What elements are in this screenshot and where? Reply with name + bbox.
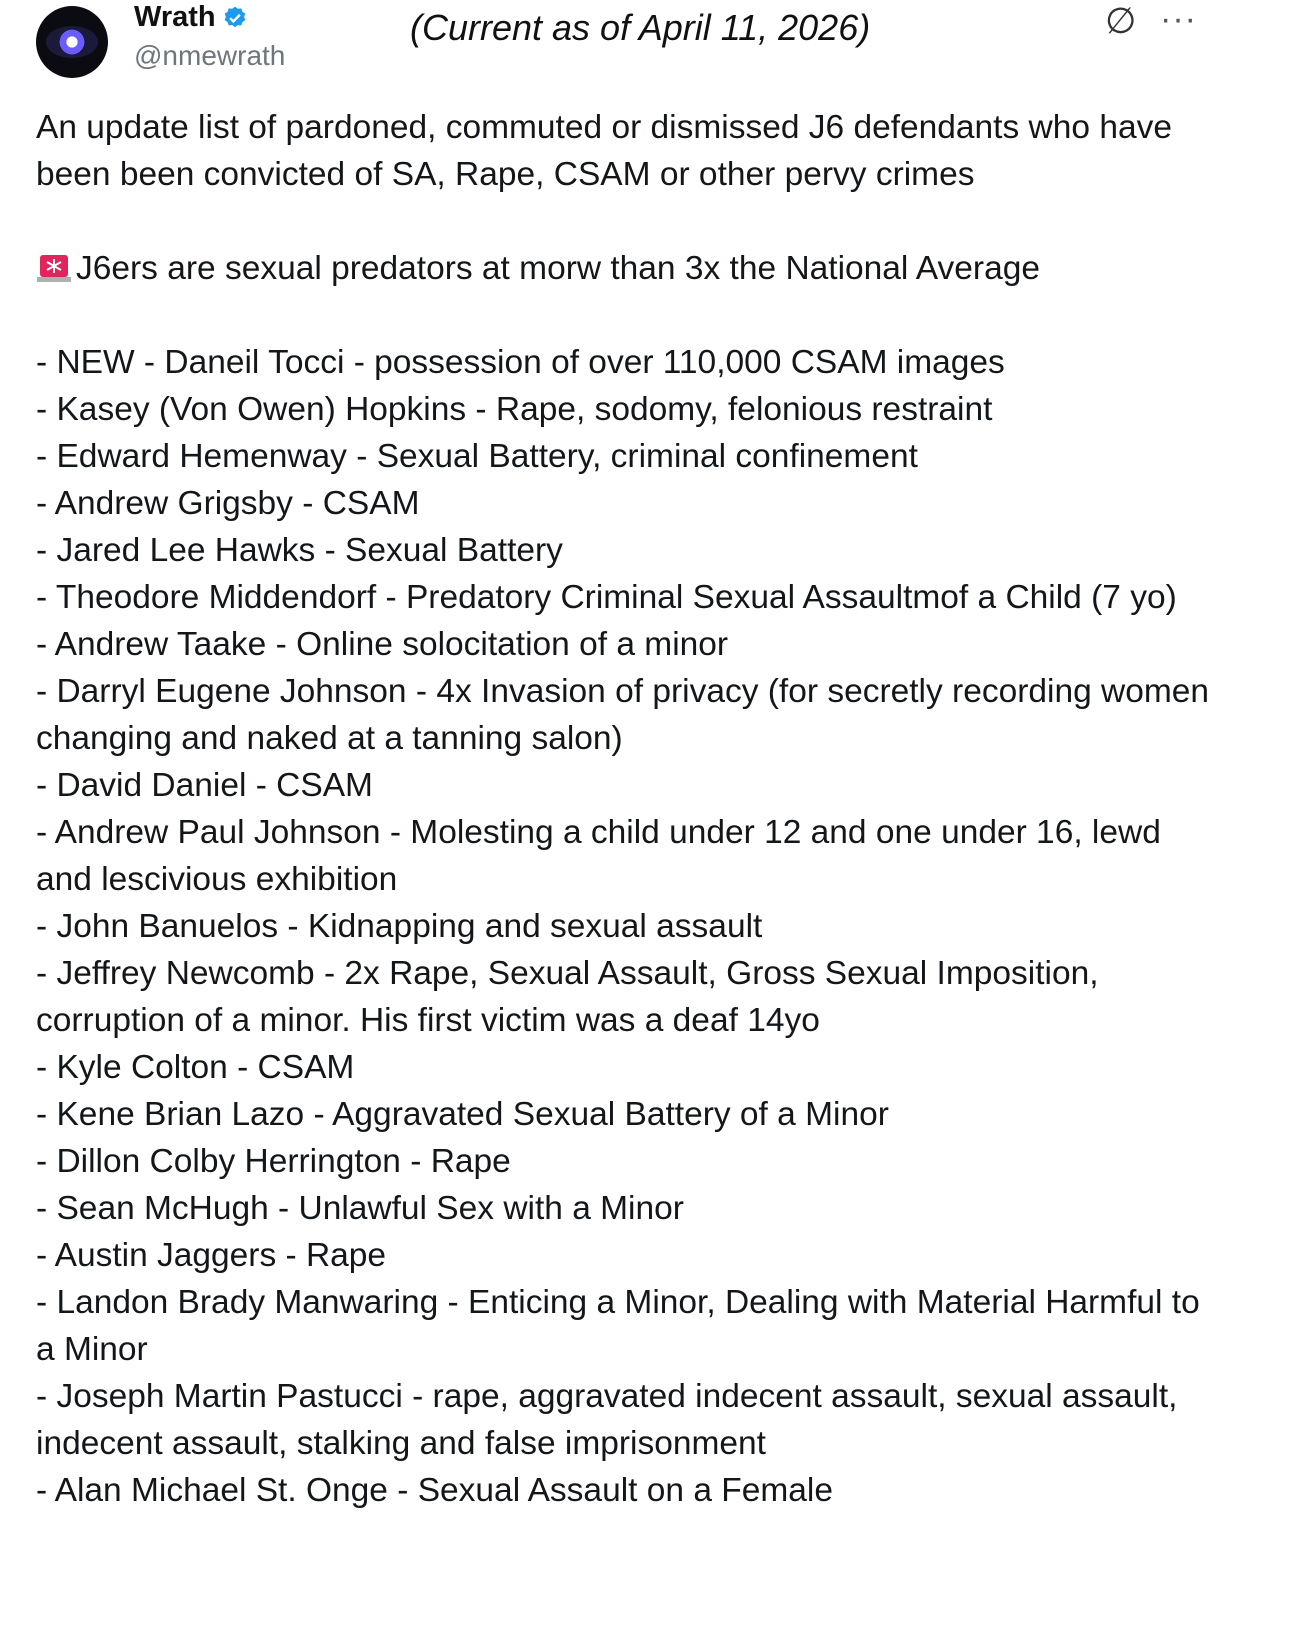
list-item: - Theodore Middendorf - Predatory Criminal Sexual Assaultmof a Child (7 yo)	[36, 579, 1177, 616]
author-name[interactable]	[134, 0, 248, 34]
list-item: - Jeffrey Newcomb - 2x Rape, Sexual Assault, Gross Sexual Imposition, corruption of a minor. His first victim was a deaf 14yo	[36, 955, 1099, 1039]
list-item: - Austin Jaggers - Rape	[36, 1237, 387, 1274]
no-entry-icon[interactable]: ∅	[1105, 0, 1137, 41]
list-item: - Andrew Grigsby - CSAM	[36, 485, 420, 522]
list-item: - Kyle Colton - CSAM	[36, 1049, 355, 1086]
timestamp-note: (Current as of April 11, 2026)	[410, 7, 871, 48]
eye-avatar-icon[interactable]	[36, 6, 108, 78]
list-item: - Kene Brian Lazo - Aggravated Sexual Battery of a Minor	[36, 1096, 889, 1133]
list-item: - Jared Lee Hawks - Sexual Battery	[36, 532, 563, 569]
list-item: - Landon Brady Manwaring - Enticing a Minor, Dealing with Material Harmful to a Minor	[36, 1284, 1200, 1368]
verified-badge-icon	[222, 5, 248, 31]
list-item: - Darryl Eugene Johnson - 4x Invasion of privacy (for secretly recording women changing and naked at a tanning salon)	[36, 673, 1210, 757]
author-handle[interactable]: @nmewrath	[134, 40, 286, 71]
list-item: - Andrew Paul Johnson - Molesting a child under 12 and one under 16, lewd and lescivious exhibition	[36, 814, 1161, 898]
list-item: - Alan Michael St. Onge - Sexual Assault on a Female	[36, 1472, 833, 1509]
list-item: - Joseph Martin Pastucci - rape, aggravated indecent assault, sexual assault, indecent assault, stalking and false imprisonment	[36, 1378, 1178, 1462]
display-name[interactable]: Wrath	[134, 1, 216, 33]
headline-text: J6ers are sexual predators at morw than 3x the National Average	[76, 250, 1040, 287]
list-item: - NEW - Daneil Tocci - possession of over 110,000 CSAM images	[36, 344, 1005, 381]
more-options-icon[interactable]: ···	[1160, 0, 1197, 38]
post-intro: An update list of pardoned, commuted or dismissed J6 defendants who have been been convicted of SA, Rape, CSAM or other pervy crimes	[36, 109, 1172, 193]
post-headline	[36, 245, 1216, 292]
list-item: - Dillon Colby Herrington - Rape	[36, 1143, 511, 1180]
list-item: - Edward Hemenway - Sexual Battery, criminal confinement	[36, 438, 918, 475]
list-item: - David Daniel - CSAM	[36, 767, 373, 804]
list-item: - Sean McHugh - Unlawful Sex with a Minor	[36, 1190, 684, 1227]
siren-emoji-icon	[36, 253, 72, 283]
post-text	[36, 104, 1216, 1514]
list-item: - Kasey (Von Owen) Hopkins - Rape, sodomy, felonious restraint	[36, 391, 993, 428]
list-item: - Andrew Taake - Online solocitation of a minor	[36, 626, 729, 663]
defendant-list	[36, 339, 1216, 1514]
list-item: - John Banuelos - Kidnapping and sexual assault	[36, 908, 763, 945]
